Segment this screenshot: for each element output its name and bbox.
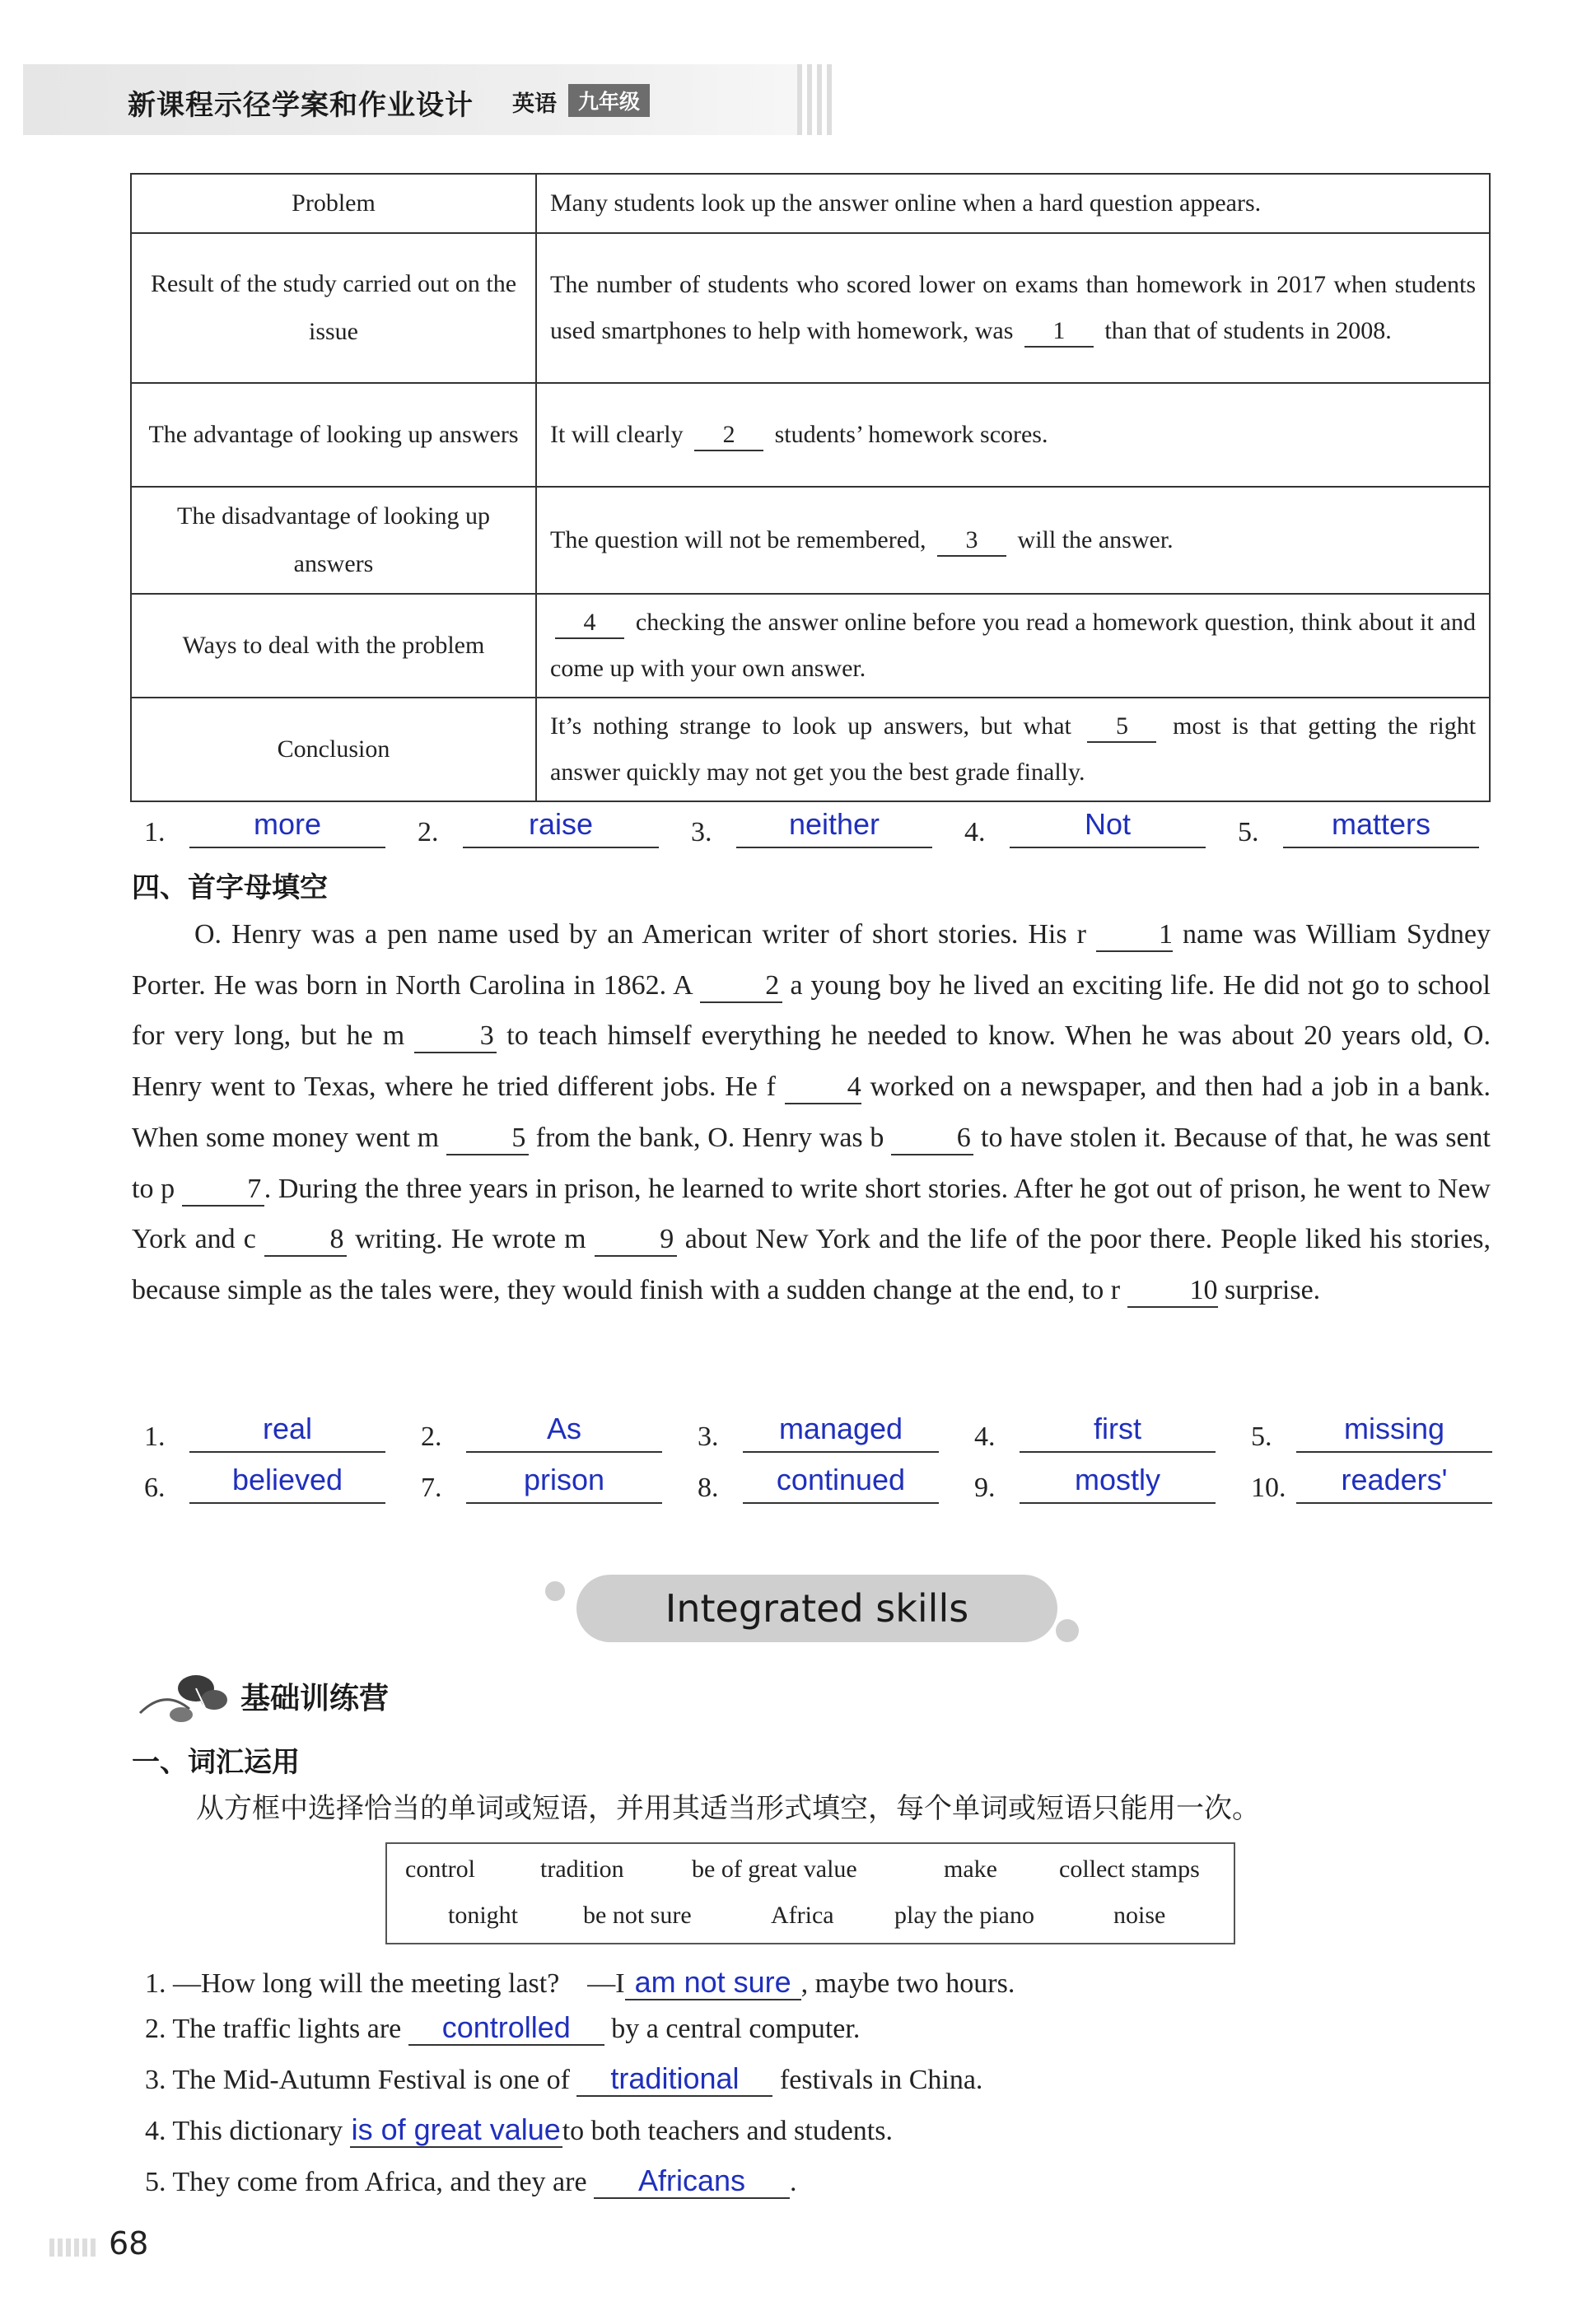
answer-field[interactable]: Africans — [594, 2164, 790, 2199]
leaf-icon — [132, 1664, 239, 1730]
row-label: Problem — [131, 174, 536, 233]
row-content: The question will not be remembered, 3 will the answer. — [536, 487, 1490, 594]
word-option: make — [944, 1856, 997, 1883]
word-option: Africa — [771, 1902, 834, 1929]
blank-marker: 7 — [182, 1174, 264, 1207]
word-option: play the piano — [894, 1902, 1034, 1929]
answer-field[interactable]: mostly — [1020, 1461, 1216, 1504]
passage-answers-row-1: 1. real 2. As 3. managed 4. first 5. missing — [144, 1410, 1503, 1459]
word-option: noise — [1113, 1902, 1166, 1929]
blank-marker: 3 — [937, 525, 1006, 557]
grade-badge: 九年级 — [568, 84, 650, 117]
answer-field[interactable]: first — [1020, 1410, 1216, 1453]
answer-field[interactable]: controlled — [408, 2011, 604, 2046]
camp-title: 基础训练营 — [240, 1682, 390, 1715]
section-heading: 四、首字母填空 — [132, 871, 328, 904]
answer-field[interactable]: continued — [743, 1461, 939, 1504]
decorative-dot — [545, 1581, 565, 1601]
blank-marker: 3 — [414, 1020, 497, 1053]
sentence: 5. They come from Africa, and they are Africans . — [145, 2164, 797, 2197]
answer-field[interactable]: neither — [736, 805, 932, 848]
blank-marker: 6 — [891, 1123, 973, 1155]
answer-field[interactable]: managed — [743, 1410, 939, 1453]
row-label: The disadvantage of looking up answers — [131, 487, 536, 594]
summary-table — [130, 173, 1491, 802]
camp-heading — [132, 1664, 428, 1730]
row-label: Conclusion — [131, 698, 536, 801]
section-banner-title: Integrated skills — [665, 1586, 969, 1631]
table-row — [131, 698, 1490, 801]
answer-field[interactable]: readers' — [1296, 1461, 1492, 1504]
blank-marker: 1 — [1096, 919, 1173, 952]
answer-field[interactable]: more — [189, 805, 385, 848]
blank-marker: 5 — [1087, 712, 1156, 743]
blank-marker: 1 — [1024, 316, 1094, 348]
answer-field[interactable]: is of great value — [351, 2112, 561, 2146]
answer-field[interactable]: traditional — [576, 2062, 772, 2097]
answer-field[interactable]: As — [466, 1410, 662, 1453]
word-option: collect stamps — [1059, 1856, 1200, 1883]
blank-marker: 5 — [446, 1123, 529, 1155]
page-decoration — [49, 2238, 99, 2257]
answer-field[interactable]: prison — [466, 1461, 662, 1504]
table-row — [131, 174, 1490, 233]
blank-marker: 9 — [595, 1224, 677, 1257]
word-option: control — [405, 1856, 475, 1883]
table-row — [131, 487, 1490, 594]
blank-marker: 2 — [700, 970, 782, 1003]
table-row — [131, 594, 1490, 698]
word-option: be not sure — [583, 1902, 692, 1929]
answer-field[interactable]: am not sure — [625, 1966, 801, 2000]
passage-answers-row-2: 6. believed 7. prison 8. continued 9. mostly 10. readers' — [144, 1461, 1503, 1510]
row-label: Result of the study carried out on the issue — [131, 233, 536, 383]
word-box — [385, 1842, 1235, 1944]
answer-field[interactable]: missing — [1296, 1410, 1492, 1453]
blank-marker: 4 — [785, 1071, 861, 1104]
word-option: be of great value — [692, 1856, 857, 1883]
row-label: Ways to deal with the problem — [131, 594, 536, 698]
blank-marker: 4 — [555, 608, 624, 639]
answer-field[interactable]: matters — [1283, 805, 1479, 848]
section-heading: 一、词汇运用 — [132, 1746, 300, 1779]
sentence: 2. The traffic lights are controlled by a central computer. — [145, 2010, 861, 2044]
table-answers: 1. more 2. raise 3. neither 4. Not 5. matters — [144, 805, 1503, 855]
sentence: 4. This dictionary is of great valueto both teachers and students. — [145, 2112, 893, 2146]
book-title: 新课程示径学案和作业设计 — [128, 89, 474, 122]
word-option: tradition — [540, 1856, 624, 1883]
sentence: 1. —How long will the meeting last? —I am not sure , maybe two hours. — [145, 1965, 1015, 1999]
row-content: Many students look up the answer online when a hard question appears. — [536, 174, 1490, 233]
decorative-dot — [1056, 1619, 1079, 1642]
subject-label: 英语 — [512, 91, 557, 117]
answer-field[interactable]: real — [189, 1410, 385, 1453]
blank-marker: 10 — [1127, 1275, 1218, 1308]
blank-marker: 2 — [694, 420, 763, 451]
answer-field[interactable]: believed — [189, 1461, 385, 1504]
sentence: 3. The Mid-Autumn Festival is one of traditional festivals in China. — [145, 2061, 983, 2095]
passage: O. Henry was a pen name used by an American writer of short stories. His r 1 name was William Sydney Porter. He was born in North Carolina in 1862. A 2 a young boy he lived an exciting life. He did not go to school for very long, but he m 3 to teach himself everything he needed to know. When he was about 20 years old, O. Henry went to Texas, where he tried different jobs. He f 4 worked on a newspaper, and then had a job in a bank. When some money went m 5 from the bank, O. Henry was b 6 to have stolen it. Because of that, he was sent to p 7 . During the three years in prison, he learned to write short stories. After he got out of prison, he went to New York and c 8 writing. He wrote m 9 about New York and the life of the poor there. People liked his stories, because simple as the tales were, they would finish with a sudden change at the end, to r 10 surprise. — [132, 909, 1491, 1316]
answer-field[interactable]: raise — [463, 805, 659, 848]
table-row — [131, 383, 1490, 487]
row-label: The advantage of looking up answers — [131, 383, 536, 487]
row-content: The number of students who scored lower on exams than homework in 2017 when students used smartphones to help with homework, was 1 than that of students in 2008. — [536, 233, 1490, 383]
row-content: 4 checking the answer online before you read a homework question, think about it and come up with your own answer. — [536, 594, 1490, 698]
word-option: tonight — [448, 1902, 519, 1929]
row-content: It’s nothing strange to look up answers, but what 5 most is that getting the right answer quickly may not get you the best grade finally. — [536, 698, 1490, 801]
table-row — [131, 233, 1490, 383]
header-decoration — [797, 64, 837, 135]
page-number: 68 — [109, 2225, 149, 2262]
answer-field[interactable]: Not — [1010, 805, 1206, 848]
blank-marker: 8 — [264, 1224, 347, 1257]
row-content: It will clearly 2 students’ homework scores. — [536, 383, 1490, 487]
instruction-text: 从方框中选择恰当的单词或短语，并用其适当形式填空，每个单词或短语只能用一次。 — [196, 1792, 1260, 1825]
